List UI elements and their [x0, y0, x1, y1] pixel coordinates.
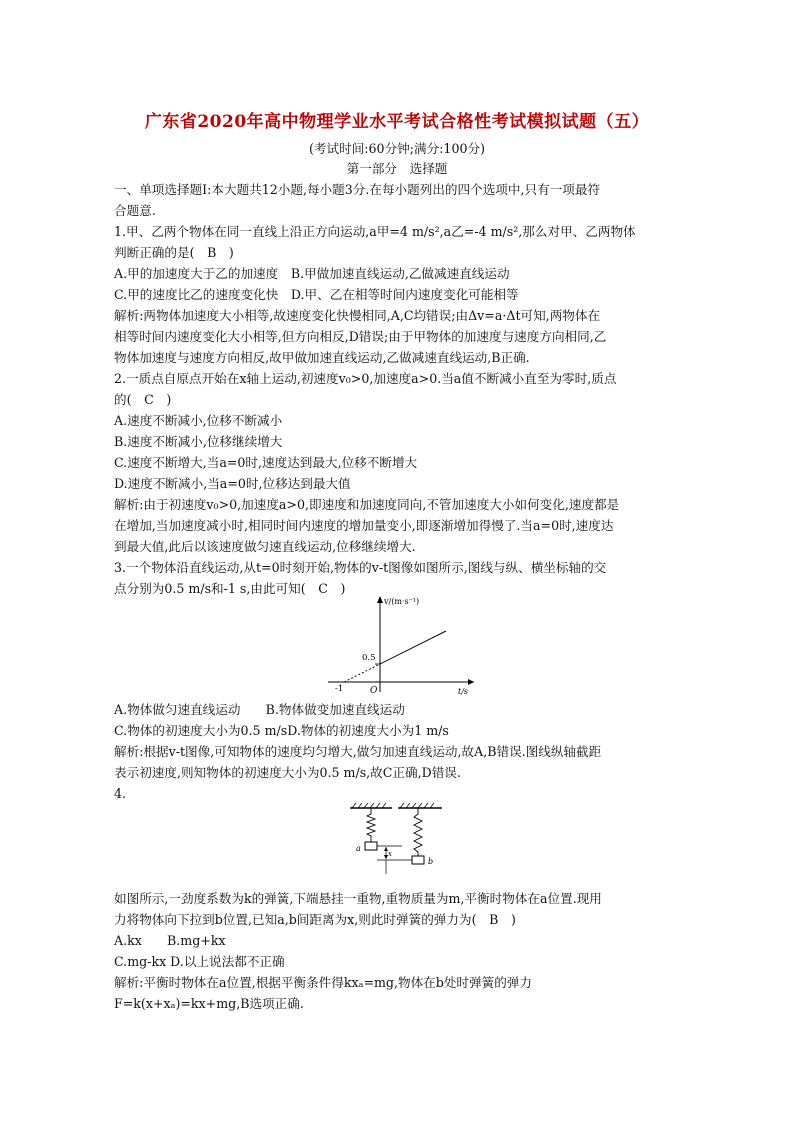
section-heading-cont: 合题意. — [114, 203, 156, 218]
exam-info: (考试时间:60分钟;满分:100分) — [309, 141, 485, 156]
q2-analysis-cont: 在增加,当加速度减小时,相同时间内速度的增加量变小,即逐渐增加得慢了.当a=0时,速度达 — [114, 518, 614, 533]
label-a: a — [356, 844, 361, 853]
mass-b — [412, 856, 424, 864]
origin-label: O — [370, 686, 378, 696]
q4-options-ab: A.kx B.mg+kx — [114, 933, 226, 948]
label-b: b — [428, 857, 434, 866]
q2-stem: 2.一质点自原点开始在x轴上运动,初速度v₀>0,加速度a>0.当a值不断减小直至为零时,质点 — [114, 371, 617, 386]
spring-figure — [346, 800, 446, 882]
q4-analysis: 解析:平衡时物体在a位置,根据平衡条件得kxₐ=mg,物体在b处时弹簧的弹力 — [114, 975, 532, 990]
v-axis-arrow — [377, 596, 383, 603]
q4-options-cd: C.mg-kx D.以上说法都不正确 — [114, 954, 285, 969]
spring-right — [414, 808, 422, 856]
q1-stem: 1.甲、乙两个物体在同一直线上沿正方向运动,a甲=4 m/s²,a乙=-4 m/s²,那么对甲、乙两物体 — [114, 224, 636, 239]
q1-stem-cont: 判断正确的是( B ) — [114, 245, 234, 260]
q3-stem-cont: 点分别为0.5 m/s和-1 s,由此可知( C ) — [114, 581, 346, 596]
t-axis-arrow — [468, 679, 474, 685]
q2-option-a: A.速度不断减小,位移不断减小 — [114, 413, 283, 428]
q2-stem-cont: 的( C ) — [114, 392, 172, 407]
q1-analysis-end: 物体加速度与速度方向相反,故甲做加速直线运动,乙做减速直线运动,B正确. — [114, 350, 530, 365]
q4-number: 4. — [114, 786, 127, 801]
spring-left — [367, 808, 375, 842]
section-heading: 一、单项选择题Ⅰ:本大题共12小题,每小题3分.在每小题列出的四个选项中,只有一项最符 — [114, 182, 601, 197]
q3-options-cd: C.物体的初速度大小为0.5 m/sD.物体的初速度大小为1 m/s — [114, 723, 449, 738]
q3-stem: 3.一个物体沿直线运动,从t=0时刻开始,物体的v-t图像如图所示,图线与纵、横坐标轴的交 — [114, 560, 607, 575]
q2-analysis-end: 到最大值,此后以该速度做匀速直线运动,位移继续增大. — [114, 539, 416, 554]
q4-stem-cont: 力将物体向下拉到b位置,已知a,b间距离为x,则此时弹簧的弹力为( B ) — [114, 912, 516, 927]
q2-analysis: 解析:由于初速度v₀>0,加速度a>0,即速度和加速度同向,不管加速度大小如何变化,速度都是 — [114, 497, 620, 512]
q2-option-c: C.速度不断增大,当a=0时,速度达到最大,位移不断增大 — [114, 455, 418, 470]
q2-option-d: D.速度不断减小,当a=0时,位移达到最大值 — [114, 476, 351, 491]
q4-analysis-cont: F=k(x+xₐ)=kx+mg,B选项正确. — [114, 996, 304, 1011]
q1-analysis: 解析:两物体加速度大小相等,故速度变化快慢相同,A,C均错误;由Δv=a·Δt可知,两物体在 — [114, 308, 601, 323]
t-axis-label: t/s — [458, 687, 469, 696]
graph-line — [380, 631, 446, 664]
x-intercept-label: -1 — [335, 684, 344, 694]
vt-graph — [320, 592, 480, 698]
q3-analysis-cont: 表示初速度,则知物体的初速度大小为0.5 m/s,故C正确,D错误. — [114, 765, 461, 780]
label-x: x — [388, 850, 392, 858]
part-title: 第一部分 选择题 — [346, 161, 448, 176]
page-title: 广东省2020年高中物理学业水平考试合格性考试模拟试题（五） — [144, 112, 650, 132]
ceiling-hatch — [352, 803, 434, 808]
v-axis-label: v/(m·s⁻¹) — [384, 597, 420, 606]
graph-extension-dashed — [344, 664, 380, 682]
y-intercept-label: 0.5 — [362, 653, 376, 663]
q3-analysis: 解析:根据v-t图像,可知物体的速度均匀增大,做匀加速直线运动,故A,B错误.图线纵轴截距 — [114, 744, 602, 759]
q4-stem: 如图所示,一劲度系数为k的弹簧,下端悬挂一重物,重物质量为m,平衡时物体在a位置.现用 — [114, 891, 602, 906]
mass-a — [365, 842, 377, 850]
q2-option-b: B.速度不断减小,位移继续增大 — [114, 434, 283, 449]
q3-options-ab: A.物体做匀速直线运动 B.物体做变加速直线运动 — [114, 702, 405, 717]
q1-options-ab: A.甲的加速度大于乙的加速度 B.甲做加速直线运动,乙做减速直线运动 — [114, 266, 510, 281]
q1-options-cd: C.甲的速度比乙的速度变化快 D.甲、乙在相等时间内速度变化可能相等 — [114, 287, 519, 302]
q1-analysis-cont: 相等时间内速度变化大小相等,但方向相反,D错误;由于甲物体的加速度与速度方向相同,乙 — [114, 329, 607, 344]
